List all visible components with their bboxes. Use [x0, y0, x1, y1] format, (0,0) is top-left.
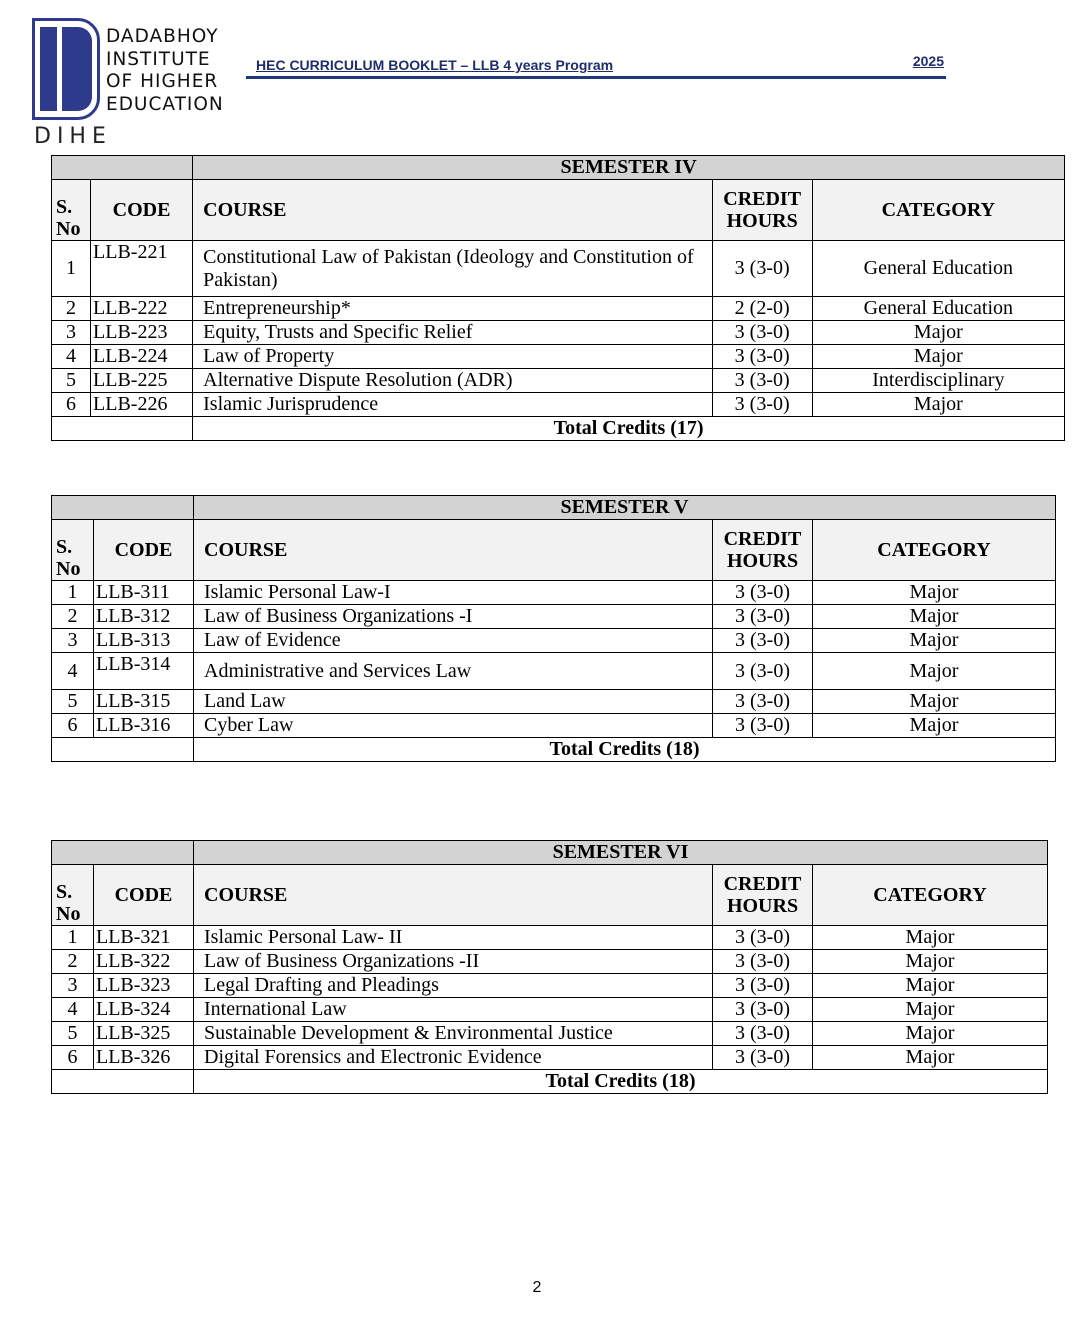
serial-number: 4: [52, 653, 94, 690]
course-row: [52, 369, 1065, 393]
course-title: Entrepreneurship*: [193, 297, 713, 321]
course-code: LLB-222: [91, 297, 193, 321]
col-header-credit: CREDIT HOURS: [713, 865, 813, 926]
credit-hours: 3 (3-0): [713, 998, 813, 1022]
serial-number: 1: [52, 581, 94, 605]
course-row: [52, 605, 1056, 629]
course-code: LLB-325: [94, 1022, 194, 1046]
serial-number: 6: [52, 393, 91, 417]
course-title: Law of Evidence: [194, 629, 713, 653]
course-code: LLB-321: [94, 926, 194, 950]
course-row: [52, 581, 1056, 605]
course-row: [52, 1046, 1048, 1070]
course-code: LLB-311: [94, 581, 194, 605]
course-code: LLB-221: [91, 241, 193, 297]
credit-hours: 3 (3-0): [713, 974, 813, 998]
col-header-category: CATEGORY: [813, 520, 1056, 581]
blank-cell: [52, 1070, 194, 1094]
logo-line: EDUCATION: [106, 93, 224, 115]
col-header-category: CATEGORY: [813, 865, 1048, 926]
serial-number: 1: [52, 926, 94, 950]
course-row: [52, 393, 1065, 417]
serial-number: 6: [52, 714, 94, 738]
credit-hours: 3 (3-0): [713, 653, 813, 690]
col-header-sno: S. No: [52, 520, 94, 581]
course-title: Sustainable Development & Environmental Justice: [194, 1022, 713, 1046]
credit-hours: 3 (3-0): [713, 581, 813, 605]
course-category: Major: [813, 714, 1056, 738]
course-code: LLB-326: [94, 1046, 194, 1070]
course-row: [52, 950, 1048, 974]
semester-header-row: [52, 496, 1056, 520]
course-row: [52, 998, 1048, 1022]
col-header-course: COURSE: [194, 520, 713, 581]
col-header-code: CODE: [91, 180, 193, 241]
column-header-row: [52, 180, 1065, 241]
header-year: 2025: [912, 53, 944, 69]
course-title: Cyber Law: [194, 714, 713, 738]
credit-hours: 3 (3-0): [713, 926, 813, 950]
credit-hours: 3 (3-0): [712, 241, 812, 297]
course-category: Major: [813, 581, 1056, 605]
credit-hours: 3 (3-0): [713, 605, 813, 629]
total-row: [52, 417, 1065, 441]
course-title: Islamic Jurisprudence: [193, 393, 713, 417]
total-credits: Total Credits (18): [194, 738, 1056, 762]
course-title: Law of Property: [193, 345, 713, 369]
serial-number: 2: [52, 297, 91, 321]
semester-header-row: [52, 156, 1065, 180]
course-category: Major: [813, 605, 1056, 629]
credit-hours: 3 (3-0): [713, 629, 813, 653]
serial-number: 5: [52, 690, 94, 714]
course-code: LLB-316: [94, 714, 194, 738]
col-header-course: COURSE: [194, 865, 713, 926]
course-category: Major: [813, 629, 1056, 653]
credit-hours: 3 (3-0): [713, 690, 813, 714]
course-row: [52, 321, 1065, 345]
course-row: [52, 653, 1056, 690]
serial-number: 2: [52, 605, 94, 629]
col-header-code: CODE: [94, 520, 194, 581]
course-title: Constitutional Law of Pakistan (Ideology and Constitution of Pakistan): [193, 241, 713, 297]
course-row: [52, 629, 1056, 653]
course-title: Law of Business Organizations -I: [194, 605, 713, 629]
serial-number: 3: [52, 321, 91, 345]
course-category: Major: [813, 926, 1048, 950]
total-row: [52, 1070, 1048, 1094]
serial-number: 6: [52, 1046, 94, 1070]
course-category: General Education: [812, 297, 1064, 321]
semester-table: [51, 155, 1065, 441]
serial-number: 3: [52, 974, 94, 998]
course-row: [52, 714, 1056, 738]
semester-title: SEMESTER V: [194, 496, 1056, 520]
serial-number: 3: [52, 629, 94, 653]
credit-hours: 3 (3-0): [712, 321, 812, 345]
semester-table: [51, 840, 1048, 1094]
course-title: International Law: [194, 998, 713, 1022]
course-code: LLB-226: [91, 393, 193, 417]
semester-table: [51, 495, 1056, 762]
course-code: LLB-324: [94, 998, 194, 1022]
column-header-row: [52, 520, 1056, 581]
course-row: [52, 1022, 1048, 1046]
semester-title: SEMESTER IV: [193, 156, 1065, 180]
blank-cell: [52, 496, 194, 520]
course-category: Major: [812, 345, 1064, 369]
course-category: Major: [813, 974, 1048, 998]
serial-number: 4: [52, 998, 94, 1022]
running-header: [246, 53, 946, 79]
course-category: Major: [812, 321, 1064, 345]
semester-header-row: [52, 841, 1048, 865]
course-row: [52, 926, 1048, 950]
blank-cell: [52, 417, 193, 441]
course-category: Major: [813, 998, 1048, 1022]
logo-abbreviation: DIHE: [34, 124, 112, 149]
blank-cell: [52, 738, 194, 762]
header-title: HEC CURRICULUM BOOKLET – LLB 4 years Program: [256, 57, 614, 73]
col-header-sno: S. No: [52, 865, 94, 926]
col-header-credit: CREDIT HOURS: [712, 180, 812, 241]
total-row: [52, 738, 1056, 762]
total-credits: Total Credits (17): [193, 417, 1065, 441]
col-header-credit: CREDIT HOURS: [713, 520, 813, 581]
course-category: General Education: [812, 241, 1064, 297]
logo-d-mark: [32, 18, 100, 120]
credit-hours: 2 (2-0): [712, 297, 812, 321]
credit-hours: 3 (3-0): [713, 1022, 813, 1046]
credit-hours: 3 (3-0): [713, 714, 813, 738]
logo-wordmark: [106, 26, 224, 116]
course-code: LLB-223: [91, 321, 193, 345]
course-category: Interdisciplinary: [812, 369, 1064, 393]
course-title: Legal Drafting and Pleadings: [194, 974, 713, 998]
col-header-sno: S. No: [52, 180, 91, 241]
credit-hours: 3 (3-0): [712, 369, 812, 393]
logo-line: OF HIGHER: [106, 71, 219, 92]
institute-logo: [30, 18, 224, 150]
course-code: LLB-313: [94, 629, 194, 653]
course-title: Land Law: [194, 690, 713, 714]
course-category: Major: [813, 653, 1056, 690]
semester-title: SEMESTER VI: [194, 841, 1048, 865]
col-header-code: CODE: [94, 865, 194, 926]
course-title: Digital Forensics and Electronic Evidence: [194, 1046, 713, 1070]
course-title: Law of Business Organizations -II: [194, 950, 713, 974]
course-row: [52, 974, 1048, 998]
course-category: Major: [812, 393, 1064, 417]
col-header-course: COURSE: [193, 180, 713, 241]
credit-hours: 3 (3-0): [712, 393, 812, 417]
course-category: Major: [813, 1046, 1048, 1070]
page-number: 2: [532, 1279, 542, 1296]
course-row: [52, 297, 1065, 321]
serial-number: 5: [52, 1022, 94, 1046]
course-title: Islamic Personal Law-I: [194, 581, 713, 605]
serial-number: 2: [52, 950, 94, 974]
course-category: Major: [813, 950, 1048, 974]
course-code: LLB-312: [94, 605, 194, 629]
credit-hours: 3 (3-0): [712, 345, 812, 369]
course-code: LLB-315: [94, 690, 194, 714]
course-code: LLB-314: [94, 653, 194, 690]
course-category: Major: [813, 1022, 1048, 1046]
col-header-category: CATEGORY: [812, 180, 1064, 241]
course-title: Alternative Dispute Resolution (ADR): [193, 369, 713, 393]
course-title: Administrative and Services Law: [194, 653, 713, 690]
credit-hours: 3 (3-0): [713, 950, 813, 974]
blank-cell: [52, 156, 193, 180]
blank-cell: [52, 841, 194, 865]
course-row: [52, 690, 1056, 714]
serial-number: 4: [52, 345, 91, 369]
logo-line: DADABHOY: [106, 26, 219, 47]
course-row: [52, 345, 1065, 369]
course-title: Islamic Personal Law- II: [194, 926, 713, 950]
column-header-row: [52, 865, 1048, 926]
course-code: LLB-224: [91, 345, 193, 369]
course-title: Equity, Trusts and Specific Relief: [193, 321, 713, 345]
course-code: LLB-225: [91, 369, 193, 393]
serial-number: 5: [52, 369, 91, 393]
credit-hours: 3 (3-0): [713, 1046, 813, 1070]
course-category: Major: [813, 690, 1056, 714]
total-credits: Total Credits (18): [194, 1070, 1048, 1094]
serial-number: 1: [52, 241, 91, 297]
course-row: [52, 241, 1065, 297]
course-code: LLB-322: [94, 950, 194, 974]
logo-line: INSTITUTE: [106, 48, 211, 70]
course-code: LLB-323: [94, 974, 194, 998]
